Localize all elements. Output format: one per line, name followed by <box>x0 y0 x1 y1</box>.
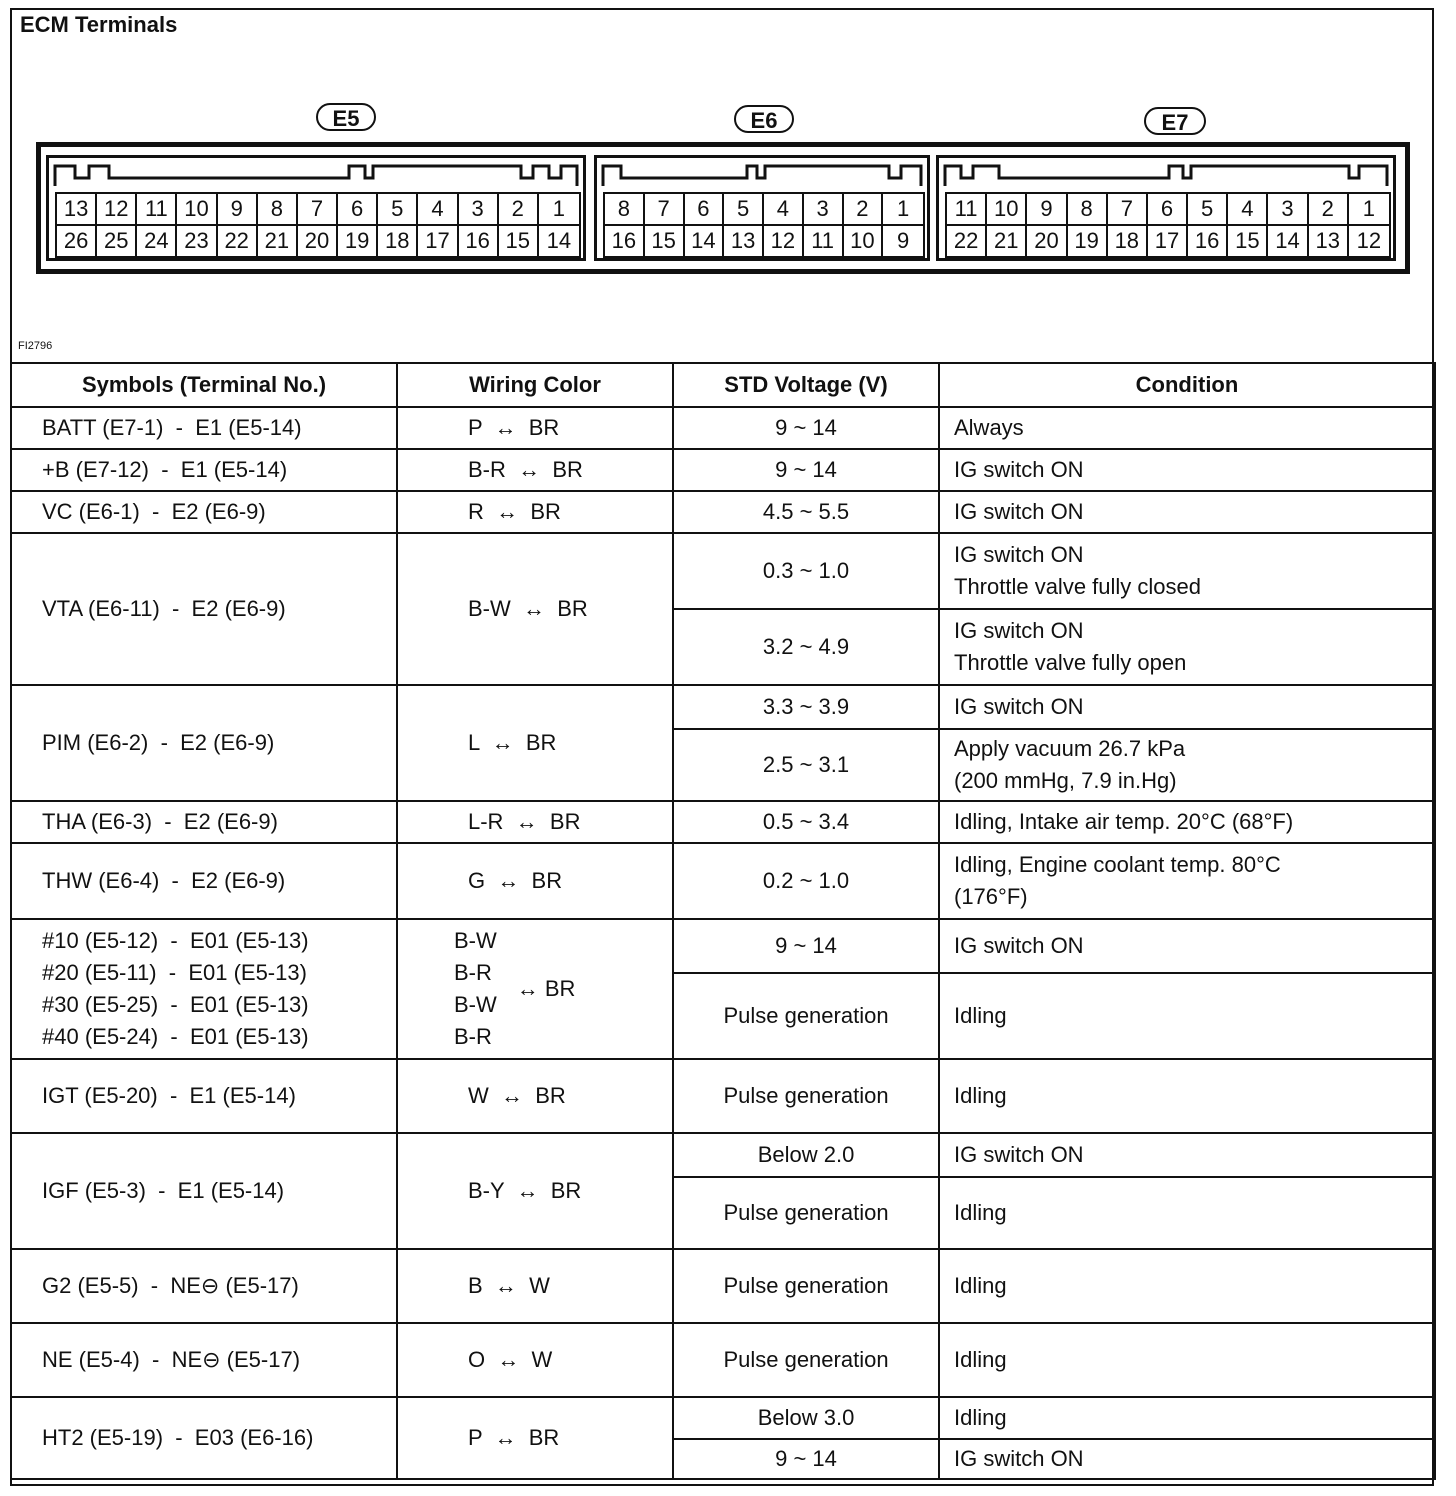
connector-pin: 20 <box>1027 226 1067 256</box>
connector-pin: 12 <box>97 194 137 226</box>
wiring-color: B-W ↔ BR <box>397 533 673 685</box>
table-row <box>11 1133 1435 1177</box>
terminal-symbol: PIM (E6-2) - E2 (E6-9) <box>11 685 397 801</box>
connector-pin: 15 <box>1228 226 1268 256</box>
condition <box>939 1059 1435 1133</box>
connector-pin: 4 <box>1228 194 1268 226</box>
connector-pin: 13 <box>1309 226 1349 256</box>
header-std-voltage: STD Voltage (V) <box>673 363 939 407</box>
condition-line: Idling, Engine coolant temp. 80°C <box>954 852 1281 877</box>
std-voltage: 9 ~ 14 <box>673 1439 939 1479</box>
connector-pin: 13 <box>724 226 764 256</box>
connector-pin: 14 <box>546 228 572 253</box>
connector-pin: 17 <box>418 226 458 256</box>
wiring-color: O ↔ W <box>397 1323 673 1397</box>
condition-line: Idling <box>954 1200 1007 1225</box>
condition-line: IG switch ON <box>954 499 1084 524</box>
header-condition: Condition <box>939 363 1435 407</box>
connector-pin: 14 <box>1268 226 1308 256</box>
connector-pin: 16 <box>459 226 499 256</box>
condition <box>939 609 1435 685</box>
condition <box>939 407 1435 449</box>
terminal-symbol: +B (E7-12) - E1 (E5-14) <box>11 449 397 491</box>
condition-line: IG switch ON <box>954 1142 1084 1167</box>
condition-line: IG switch ON <box>954 542 1084 567</box>
std-voltage: Pulse generation <box>673 1323 939 1397</box>
connector-pin: 1 <box>1349 194 1389 226</box>
wiring-color-line: B-W <box>454 992 497 1017</box>
connector-label-e6: E6 <box>734 105 794 133</box>
connector-e7-pins <box>945 192 1391 258</box>
connector-pin: 17 <box>1148 226 1188 256</box>
table-row <box>11 407 1435 449</box>
table-row <box>11 801 1435 843</box>
connector-pin: 5 <box>1188 194 1228 226</box>
connector-pin: 6 <box>338 194 378 226</box>
condition <box>939 491 1435 533</box>
connector-pin: 16 <box>605 226 645 256</box>
table-row <box>11 919 1435 973</box>
table-row <box>11 1059 1435 1133</box>
condition-line: Idling, Intake air temp. 20°C (68°F) <box>954 809 1294 834</box>
condition-line: (200 mmHg, 7.9 in.Hg) <box>954 768 1177 793</box>
connector-pin: 12 <box>764 226 804 256</box>
condition-line: Idling <box>954 1273 1007 1298</box>
connector-pin: 1 <box>883 194 923 226</box>
wiring-color: P ↔ BR <box>397 407 673 449</box>
header-wiring-color: Wiring Color <box>397 363 673 407</box>
connector-pin: 18 <box>1108 226 1148 256</box>
page-title: ECM Terminals <box>20 12 178 37</box>
condition-line: Idling <box>954 1347 1007 1372</box>
connector-pin: 21 <box>987 226 1027 256</box>
std-voltage: 0.2 ~ 1.0 <box>673 843 939 919</box>
connector-pin: 8 <box>258 194 298 226</box>
connector-pin: 26 <box>57 226 97 256</box>
connector-pin: 2 <box>499 194 539 226</box>
connector-pin: 19 <box>1068 226 1108 256</box>
std-voltage: 0.5 ~ 3.4 <box>673 801 939 843</box>
terminal-symbol: BATT (E7-1) - E1 (E5-14) <box>11 407 397 449</box>
terminal-table <box>10 362 1436 1480</box>
connector-pin: 20 <box>298 226 338 256</box>
table-row <box>11 1249 1435 1323</box>
connector-e5 <box>46 155 586 261</box>
connector-pin: 19 <box>338 226 378 256</box>
connector-pin: 3 <box>459 194 499 226</box>
connector-pin: 9 <box>1027 194 1067 226</box>
std-voltage: 2.5 ~ 3.1 <box>673 729 939 801</box>
std-voltage: Below 3.0 <box>673 1397 939 1439</box>
connector-pin: 7 <box>298 194 338 226</box>
connector-pin: 8 <box>1068 194 1108 226</box>
connector-pin: 11 <box>947 194 987 226</box>
terminal-symbol: THA (E6-3) - E2 (E6-9) <box>11 801 397 843</box>
terminal-symbol-line: #10 (E5-12) - E01 (E5-13) <box>42 928 309 953</box>
connector-pin: 21 <box>258 226 298 256</box>
connector-pin: 4 <box>418 194 458 226</box>
std-voltage: 9 ~ 14 <box>673 449 939 491</box>
wiring-color: P ↔ BR <box>397 1397 673 1479</box>
condition-line: Always <box>954 415 1024 440</box>
wiring-color: B ↔ W <box>397 1249 673 1323</box>
connector-pin: 22 <box>947 226 987 256</box>
terminal-symbol-line: #40 (E5-24) - E01 (E5-13) <box>42 1024 309 1049</box>
connector-pin: 6 <box>1148 194 1188 226</box>
condition-line: Idling <box>954 1003 1007 1028</box>
connector-pin: 9 <box>897 228 910 253</box>
terminal-symbol-line: #20 (E5-11) - E01 (E5-13) <box>42 960 307 985</box>
condition-line: Throttle valve fully open <box>954 650 1187 675</box>
condition-line: IG switch ON <box>954 618 1084 643</box>
condition <box>939 1249 1435 1323</box>
connector-pin: 10 <box>987 194 1027 226</box>
condition-line: (176°F) <box>954 884 1028 909</box>
connector-pin: 1 <box>539 194 579 226</box>
wiring-color-line: B-R <box>454 960 492 985</box>
condition <box>939 729 1435 801</box>
condition-line: IG switch ON <box>954 694 1084 719</box>
connector-pin: 24 <box>137 226 177 256</box>
connector-pin: 2 <box>844 194 884 226</box>
condition <box>939 919 1435 973</box>
std-voltage: 9 ~ 14 <box>673 407 939 449</box>
condition-line: IG switch ON <box>954 933 1084 958</box>
terminal-symbol-line: #30 (E5-25) - E01 (E5-13) <box>42 992 309 1017</box>
std-voltage: Pulse generation <box>673 1059 939 1133</box>
connector-pin: 12 <box>1356 228 1382 253</box>
std-voltage: Below 2.0 <box>673 1133 939 1177</box>
std-voltage: Pulse generation <box>673 1177 939 1249</box>
table-row <box>11 1397 1435 1439</box>
std-voltage: 4.5 ~ 5.5 <box>673 491 939 533</box>
connector-pin: 9 <box>218 194 258 226</box>
connector-e6-keyway <box>597 158 927 188</box>
connector-pin: 7 <box>645 194 685 226</box>
table-row <box>11 843 1435 919</box>
condition <box>939 685 1435 729</box>
std-voltage: 0.3 ~ 1.0 <box>673 533 939 609</box>
header-symbols: Symbols (Terminal No.) <box>11 363 397 407</box>
wiring-color: R ↔ BR <box>397 491 673 533</box>
connector-pin: 15 <box>645 226 685 256</box>
condition <box>939 1323 1435 1397</box>
connector-label-e5: E5 <box>316 103 376 131</box>
std-voltage: Pulse generation <box>673 1249 939 1323</box>
connector-pin: 25 <box>97 226 137 256</box>
connector-pin: 7 <box>1108 194 1148 226</box>
connector-e5-pins <box>55 192 581 258</box>
terminal-symbol: NE (E5-4) - NE⊖ (E5-17) <box>11 1323 397 1397</box>
condition-line: Apply vacuum 26.7 kPa <box>954 736 1186 761</box>
std-voltage: Pulse generation <box>673 973 939 1059</box>
wiring-color: L-R ↔ BR <box>397 801 673 843</box>
wiring-color: B-R ↔ BR <box>397 449 673 491</box>
table-row <box>11 685 1435 729</box>
std-voltage: 9 ~ 14 <box>673 919 939 973</box>
table-row <box>11 449 1435 491</box>
condition-line: IG switch ON <box>954 457 1084 482</box>
connector-pin: 6 <box>685 194 725 226</box>
condition <box>939 1397 1435 1439</box>
connector-pin: 5 <box>378 194 418 226</box>
wiring-color: B-Y ↔ BR <box>397 1133 673 1249</box>
terminal-symbol: IGT (E5-20) - E1 (E5-14) <box>11 1059 397 1133</box>
connector-pin: 11 <box>137 194 177 226</box>
condition <box>939 449 1435 491</box>
connector-e5-keyway <box>49 158 583 188</box>
connector-pin: 14 <box>685 226 725 256</box>
condition <box>939 533 1435 609</box>
wiring-color: G ↔ BR <box>397 843 673 919</box>
connector-pin: 4 <box>764 194 804 226</box>
connector-e7 <box>936 155 1396 261</box>
connector-e7-keyway <box>939 158 1393 188</box>
table-row <box>11 533 1435 609</box>
connector-pin: 10 <box>177 194 217 226</box>
condition <box>939 1439 1435 1479</box>
connector-pin: 5 <box>724 194 764 226</box>
terminal-symbol: G2 (E5-5) - NE⊖ (E5-17) <box>11 1249 397 1323</box>
table-row <box>11 1323 1435 1397</box>
terminal-symbol: VC (E6-1) - E2 (E6-9) <box>11 491 397 533</box>
terminal-symbol <box>11 919 397 1059</box>
condition-line: IG switch ON <box>954 1446 1084 1471</box>
connector-pin: 15 <box>499 226 539 256</box>
wiring-color: W ↔ BR <box>397 1059 673 1133</box>
condition <box>939 973 1435 1059</box>
table-header-row <box>11 363 1435 407</box>
connector-pin: 16 <box>1188 226 1228 256</box>
wiring-color: L ↔ BR <box>397 685 673 801</box>
wiring-color-tail: ↔ BR <box>516 976 576 1001</box>
connector-e6-pins <box>603 192 925 258</box>
figure-code: FI2796 <box>18 340 53 352</box>
connector-e6 <box>594 155 930 261</box>
condition <box>939 1177 1435 1249</box>
wiring-color-line: B-R <box>454 1024 492 1049</box>
connector-pin: 22 <box>218 226 258 256</box>
connector-pin: 3 <box>1268 194 1308 226</box>
wiring-color <box>397 919 673 1059</box>
terminal-symbol: THW (E6-4) - E2 (E6-9) <box>11 843 397 919</box>
condition <box>939 801 1435 843</box>
condition-line: Idling <box>954 1405 1007 1430</box>
table-row <box>11 491 1435 533</box>
condition <box>939 843 1435 919</box>
connector-pin: 10 <box>844 226 884 256</box>
terminal-symbol: HT2 (E5-19) - E03 (E6-16) <box>11 1397 397 1479</box>
connector-pin: 23 <box>177 226 217 256</box>
terminal-symbol: IGF (E5-3) - E1 (E5-14) <box>11 1133 397 1249</box>
connector-pin: 8 <box>605 194 645 226</box>
wiring-color-line: B-W <box>454 928 497 953</box>
condition-line: Throttle valve fully closed <box>954 574 1201 599</box>
connector-pin: 18 <box>378 226 418 256</box>
connector-label-e7: E7 <box>1144 107 1206 135</box>
std-voltage: 3.2 ~ 4.9 <box>673 609 939 685</box>
connector-pin: 13 <box>57 194 97 226</box>
condition-line: Idling <box>954 1083 1007 1108</box>
terminal-symbol: VTA (E6-11) - E2 (E6-9) <box>11 533 397 685</box>
std-voltage: 3.3 ~ 3.9 <box>673 685 939 729</box>
connector-pin: 3 <box>804 194 844 226</box>
condition <box>939 1133 1435 1177</box>
connector-pin: 2 <box>1309 194 1349 226</box>
connector-pin: 11 <box>804 226 844 256</box>
